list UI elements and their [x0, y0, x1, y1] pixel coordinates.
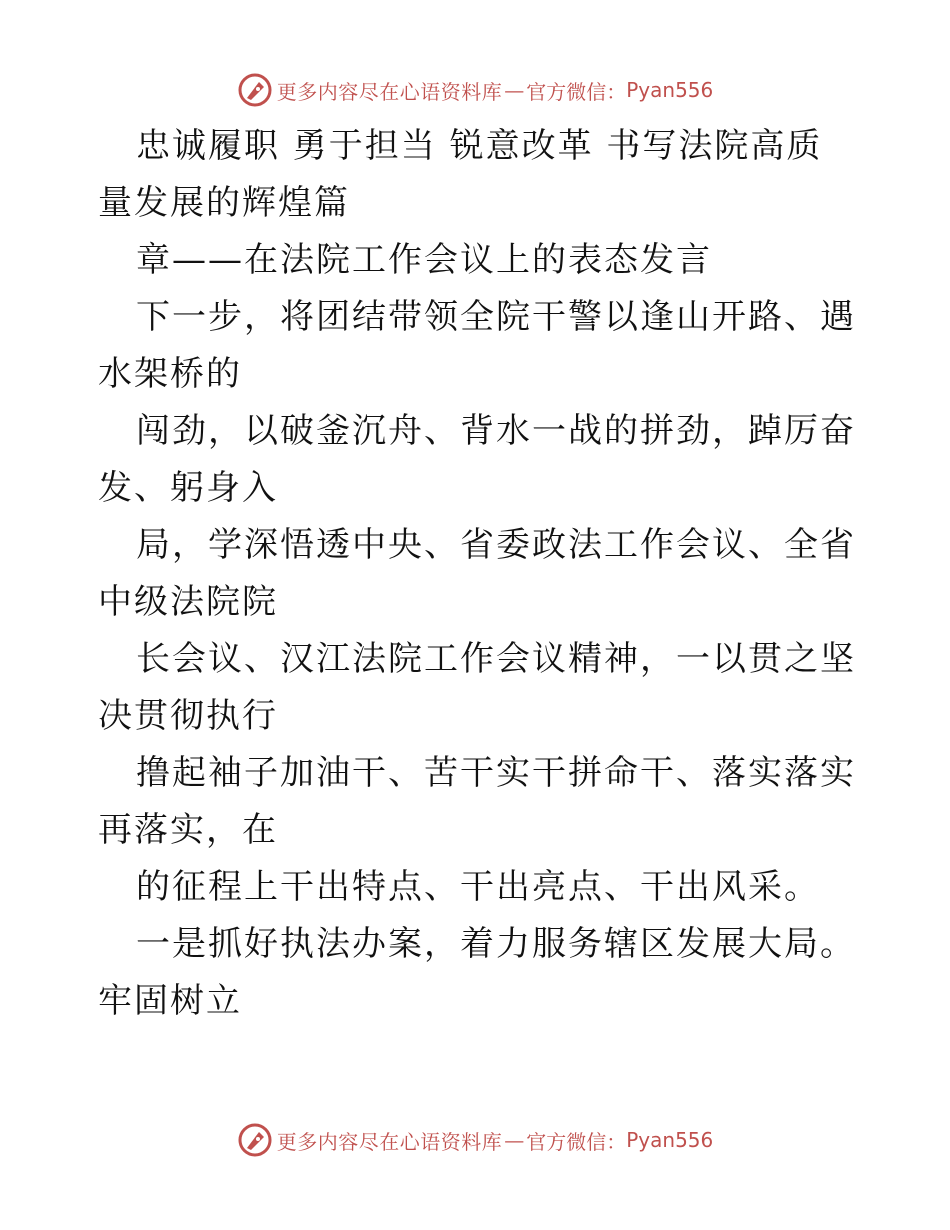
pen-nib-logo-icon [237, 1122, 273, 1158]
banner-brand-text: 更多内容尽在心语资料库 [276, 79, 503, 104]
banner-brand-text: 更多内容尽在心语资料库 [276, 1129, 503, 1154]
header-banner [0, 70, 950, 110]
footer-banner [0, 1120, 950, 1160]
document-body [98, 118, 858, 1030]
banner-dash: — [504, 78, 525, 102]
banner-wechat-id: Pyan556 [626, 1128, 714, 1152]
paragraph: 长会议、汉江法院工作会议精神，一以贯之坚决贯彻执行 [98, 639, 856, 736]
paragraph: 一是抓好执法办案，着力服务辖区发展大局。牢固树立 [98, 924, 856, 1021]
banner-dash: — [504, 1128, 525, 1152]
banner-wechat-label: 官方微信： [526, 79, 627, 104]
pen-nib-logo-icon [237, 72, 273, 108]
banner-wechat-id: Pyan556 [626, 78, 714, 102]
paragraph: 闯劲，以破釜沉舟、背水一战的拼劲，踔厉奋发、躬身入 [98, 411, 856, 508]
paragraph-title: 忠诚履职 勇于担当 锐意改革 书写法院高质量发展的辉煌篇 [98, 126, 823, 223]
paragraph-subtitle: 章——在法院工作会议上的表态发言 [136, 240, 712, 280]
paragraph: 局，学深悟透中央、省委政法工作会议、全省中级法院院 [98, 525, 856, 622]
banner-wechat-label: 官方微信： [526, 1129, 627, 1154]
paragraph: 撸起袖子加油干、苦干实干拼命干、落实落实再落实，在 [98, 753, 856, 850]
paragraph: 的征程上干出特点、干出亮点、干出风采。 [136, 867, 820, 907]
paragraph: 下一步，将团结带领全院干警以逢山开路、遇水架桥的 [98, 297, 856, 394]
